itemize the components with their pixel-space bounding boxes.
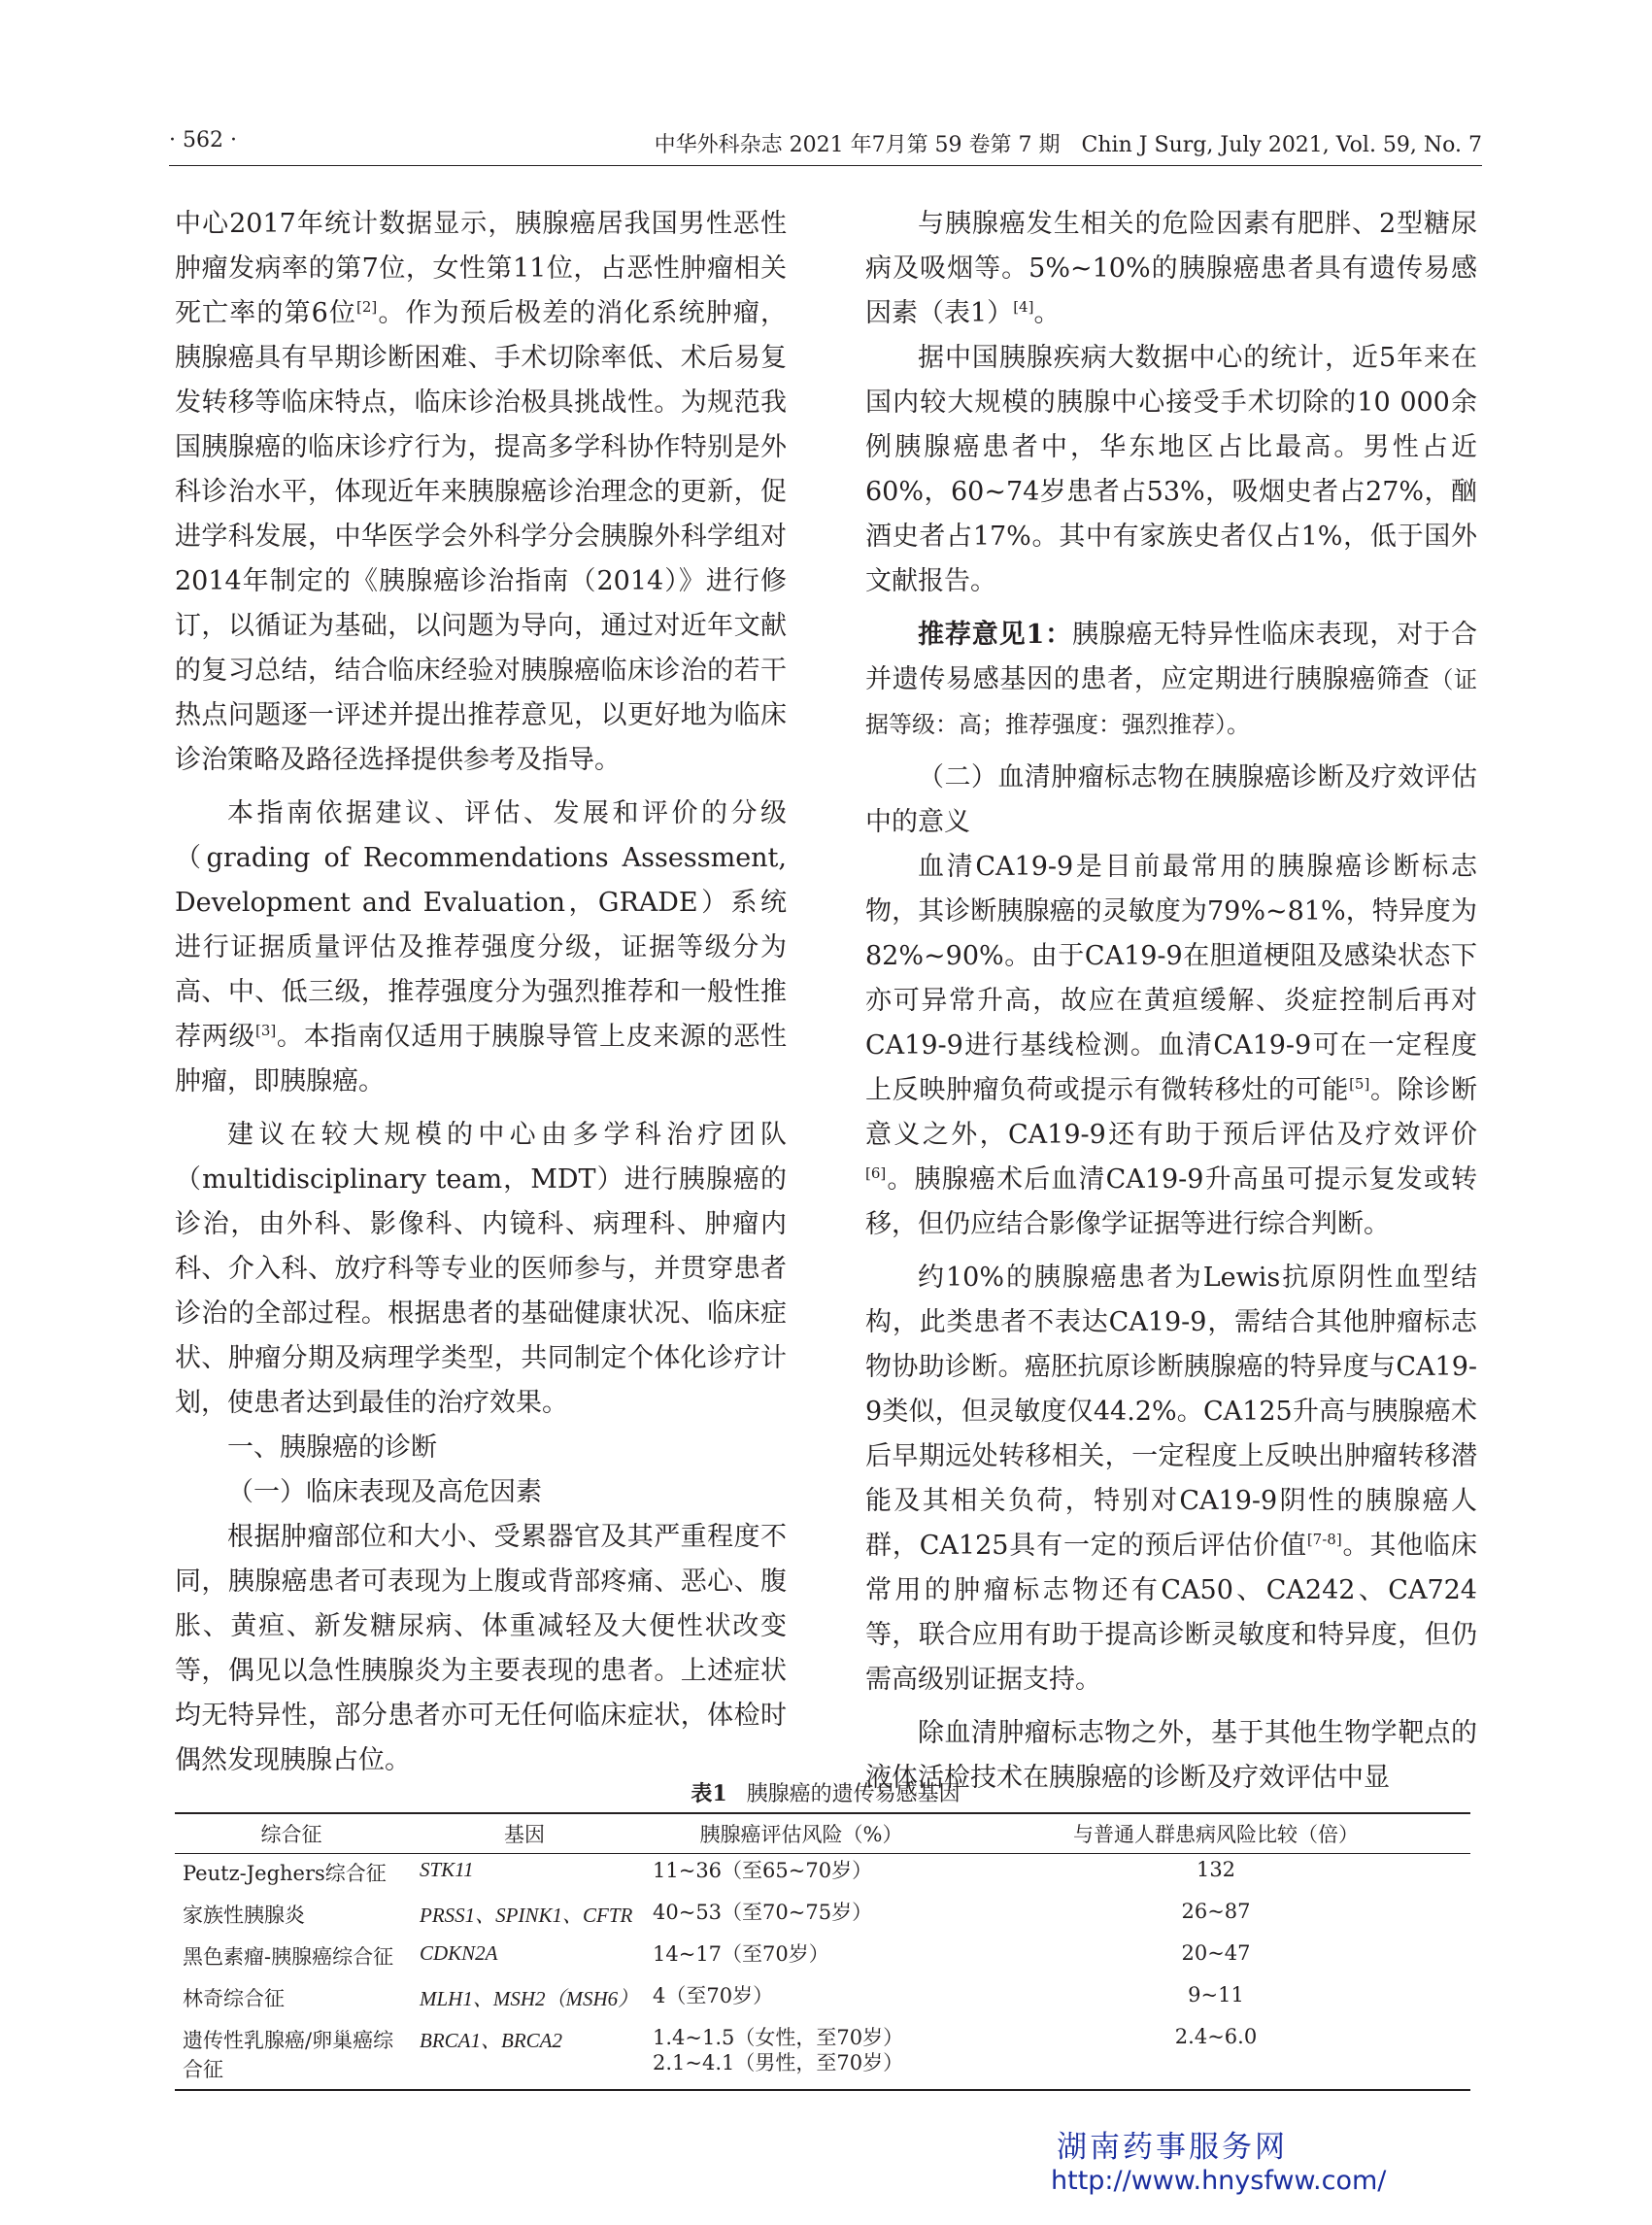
paragraph-mdt: 建议在较大规模的中心由多学科治疗团队（multidisciplinary team，MDT）进行胰腺癌的诊治，由外科、影像科、内镜科、病理科、肿瘤内科、介入科、放疗科等专业的医师参与，并贯穿患者诊治的全部过程。根据患者的基础健康状况、临床症状、肿瘤分期及病理学类型，共同制定个体化诊疗计划，使患者达到最佳的治疗效果。 [175,1120,787,1418]
ratio-cell: 9~11 [1188,1983,1244,2006]
citation: [4] [1013,298,1034,316]
watermark [1051,2130,1459,2198]
syndrome-cell: 遗传性乳腺癌/卵巢癌综合征 [175,2021,408,2090]
table-title: 表1 胰腺癌的遗传易感基因 [691,1781,961,1806]
section-heading-diagnosis: 一、胰腺癌的诊断 [227,1433,437,1463]
risk-cell: 11~36（至65~70岁） [653,1859,873,1882]
page-header [169,128,1482,167]
syndrome-cell: Peutz-Jeghers综合征 [183,1862,387,1885]
recommendation-label: 推荐意见1： [918,620,1072,650]
paragraph-lewis: 约10%的胰腺癌患者为Lewis抗原阴性血型结构，此类患者不表达CA19-9，需结合其他肿瘤标志物协助诊断。癌胚抗原诊断胰腺癌的特异度与CA19-9类似，但灵敏度仅44.2%。CA125升高与胰腺癌术后早期远处转移相关，一定程度上反映出肿瘤转移潜能及其相关负荷，特别对CA19-9阴性的胰腺癌人群，CA125具有一定的预后评估价值[7-8]。其他临床常用的肿瘤标志物还有CA50、CA242、CA724等，联合应用有助于提高诊断灵敏度和特异度，但仍需高级别证据支持。 [865,1263,1477,1695]
risk-cell: 1.4~1.5（女性，至70岁） 2.1~4.1（男性，至70岁） [641,2021,961,2090]
gene-cell: PRSS1、SPINK1、CFTR [420,1904,633,1927]
column-header: 综合征 [175,1813,408,1854]
risk-cell: 40~53（至70~75岁） [653,1901,873,1924]
ratio-cell: 132 [1196,1858,1236,1881]
subsection-heading-clinical: （一）临床表现及高危因素 [227,1477,542,1507]
paragraph-grade: 本指南依据建议、评估、发展和评价的分级（grading of Recommendations Assessment, Development and Evaluation，GRADE）系统进行证据质量评估及推荐强度分级，证据等级分为高、中、低三级，推荐强度分为强烈推荐和一般性推荐两级[3]。本指南仅适用于胰腺导管上皮来源的恶性肿瘤，即胰腺癌。 [175,798,788,1096]
citation: [7-8] [1306,1531,1342,1548]
ratio-cell: 26~87 [1181,1900,1251,1923]
table-label: 表1 [691,1781,727,1806]
paragraph-statistics: 据中国胰腺疾病大数据中心的统计，近5年来在国内较大规模的胰腺中心接受手术切除的10 000余例胰腺癌患者中，华东地区占比最高。男性占近60%，60~74岁患者占53%，吸烟史者占27%，酗酒史者占17%。其中有家族史者仅占1%，低于国外文献报告。 [865,343,1477,596]
subsection-heading-markers: （二）血清肿瘤标志物在胰腺癌诊断及疗效评估中的意义 [865,762,1477,837]
table-row [175,1896,1470,1938]
right-column [865,202,1477,1801]
gene-cell: STK11 [420,1858,474,1881]
citation: [6] [865,1164,887,1182]
table-row [175,1854,1470,1897]
journal-citation: 中华外科杂志 2021 年7月第 59 卷第 7 期 Chin J Surg, July 2021, Vol. 59, No. 7 [654,133,1482,157]
gene-cell: MLH1、MSH2（MSH6） [420,1987,639,2010]
table-row [175,1938,1470,1979]
paragraph-liquid-biopsy: 除血清肿瘤标志物之外，基于其他生物学靶点的液体活检技术在胰腺癌的诊断及疗效评估中显 [865,1718,1477,1793]
column-header: 基因 [408,1813,641,1854]
gene-cell: BRCA1、BRCA2 [408,2021,641,2090]
header-rule [169,165,1482,166]
left-column [175,202,787,1783]
paragraph-ca199: 血清CA19-9是目前最常用的胰腺癌诊断标志物，其诊断胰腺癌的灵敏度为79%~81%，特异度为82%~90%。由于CA19-9在胆道梗阻及感染状态下亦可异常升高，故应在黄疸缓解、炎症控制后再对CA19-9进行基线检测。血清CA19-9可在一定程度上反映肿瘤负荷或提示有微转移灶的可能[5]。除诊断意义之外，CA19-9还有助于预后评估及疗效评价[6]。胰腺癌术后血清CA19-9升高虽可提示复发或转移，但仍应结合影像学证据等进行综合判断。 [865,852,1478,1239]
risk-cell: 14~17（至70岁） [653,1942,829,1966]
page-number: · 562 · [169,128,237,152]
citation: [5] [1349,1075,1370,1093]
table-row [175,2021,1470,2090]
ratio-cell: 2.4~6.0 [961,2021,1470,2090]
paragraph-symptoms: 根据肿瘤部位和大小、受累器官及其严重程度不同，胰腺癌患者可表现为上腹或背部疼痛、恶心、腹胀、黄疸、新发糖尿病、体重减轻及大便性状改变等，偶见以急性胰腺炎为主要表现的患者。上述症状均无特异性，部分患者亦可无任何临床症状，体检时偶然发现胰腺占位。 [175,1522,787,1775]
syndrome-cell: 黑色素瘤-胰腺癌综合征 [183,1945,394,1969]
recommendation-1: 推荐意见1：胰腺癌无特异性临床表现，对于合并遗传易感基因的患者，应定期进行胰腺癌筛查（证据等级：高；推荐强度：强烈推荐）。 [865,620,1478,738]
syndrome-cell: 林奇综合征 [183,1987,285,2010]
watermark-site-name: 湖南药事服务网 [1057,2130,1288,2165]
column-header: 胰腺癌评估风险（%） [641,1813,961,1854]
evidence-level: （证据等级：高；推荐强度：强烈推荐）。 [865,666,1478,738]
genetic-susceptibility-table [175,1812,1470,2091]
paragraph-risk-factors: 与胰腺癌发生相关的危险因素有肥胖、2型糖尿病及吸烟等。5%~10%的胰腺癌患者具有遗传易感因素（表1）[4]。 [865,209,1477,328]
citation: [3] [255,1022,277,1039]
risk-cell: 4（至70岁） [653,1984,774,2007]
gene-cell: CDKN2A [420,1941,498,1965]
table-row [175,1979,1470,2021]
watermark-url: http://www.hnysfww.com/ [1051,2166,1387,2196]
ratio-cell: 20~47 [1181,1941,1251,1965]
syndrome-cell: 家族性胰腺炎 [183,1904,305,1927]
paragraph-intro: 中心2017年统计数据显示，胰腺癌居我国男性恶性肿瘤发病率的第7位，女性第11位，占恶性肿瘤相关死亡率的第6位[2]。作为预后极差的消化系统肿瘤，胰腺癌具有早期诊断困难、手术切除率低、术后易复发转移等临床特点，临床诊治极具挑战性。为规范我国胰腺癌的临床诊疗行为，提高多学科协作特别是外科诊治水平，体现近年来胰腺癌诊治理念的更新，促进学科发展，中华医学会外科学分会胰腺外科学组对2014年制定的《胰腺癌诊治指南（2014）》进行修订，以循证为基础，以问题为导向，通过对近年文献的复习总结，结合临床经验对胰腺癌临床诊治的若干热点问题逐一评述并提出推荐意见，以更好地为临床诊治策略及路径选择提供参考及指导。 [175,209,787,775]
column-header: 与普通人群患病风险比较（倍） [961,1813,1470,1854]
table-header-row [175,1813,1470,1854]
citation: [2] [356,298,378,316]
